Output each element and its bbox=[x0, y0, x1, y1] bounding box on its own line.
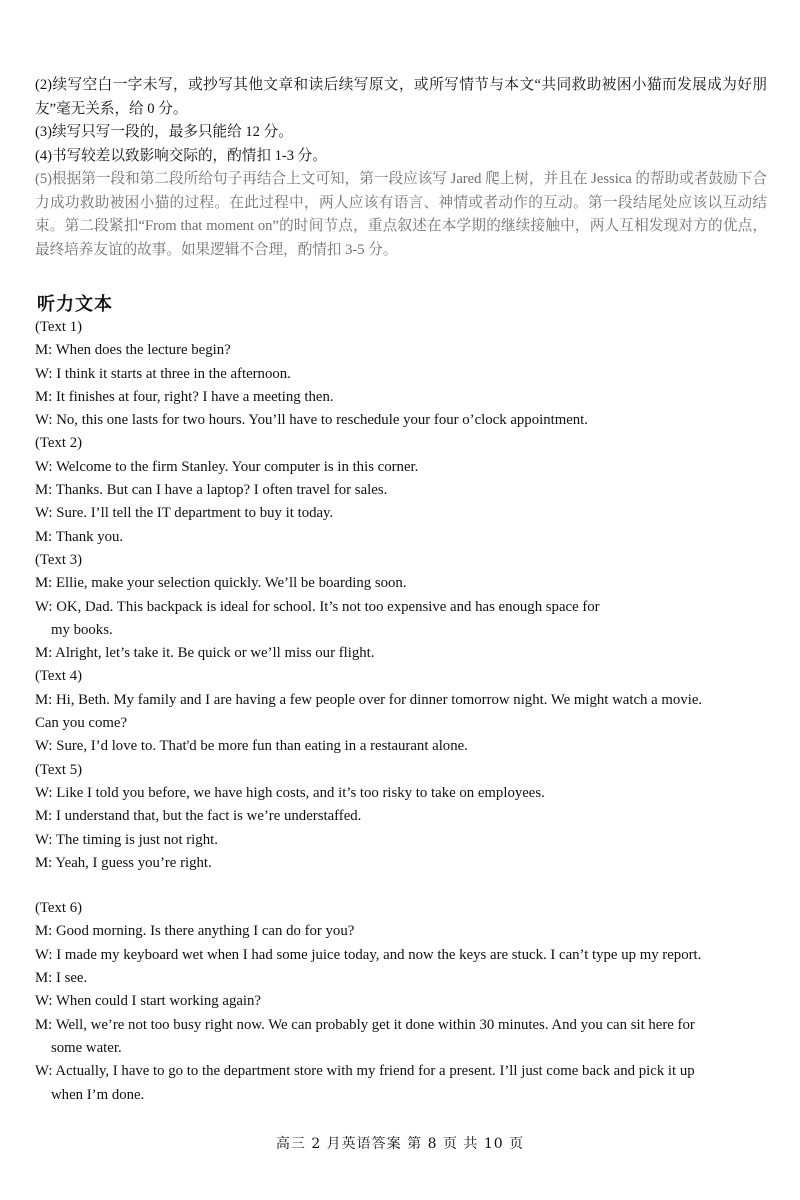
dialogue-line: M: I see. bbox=[35, 970, 88, 987]
rubric-item: (2)续写空白一字未写，或抄写其他文章和读后续写原文，或所写情节与本文“共同救助被困小猫而发展成为好朋友”毫无关系，给 0 分。 bbox=[35, 77, 767, 117]
rubric-item: (4)书写较差以致影响交际的，酌情扣 1-3 分。 bbox=[35, 147, 327, 164]
text-label: (Text 2) bbox=[35, 435, 83, 452]
dialogue-line: W: Sure. I’ll tell the IT department to buy it today. bbox=[35, 505, 334, 522]
dialogue-line: W: No, this one lasts for two hours. You’ll have to reschedule your four o’clock appointment. bbox=[35, 412, 588, 429]
text-label: (Text 6) bbox=[35, 900, 83, 917]
dialogue-line: when I’m done. bbox=[51, 1086, 145, 1103]
dialogue-line: M: Hi, Beth. My family and I are having a few people over for dinner tomorrow night. We might watch a movie. bbox=[35, 691, 703, 708]
dialogue-line: M: It finishes at four, right? I have a meeting then. bbox=[35, 388, 334, 405]
dialogue-line: M: Thank you. bbox=[35, 528, 124, 545]
scoring-rubric bbox=[35, 74, 767, 262]
section-heading: 听力文本 bbox=[37, 294, 113, 315]
dialogue-line: W: I think it starts at three in the afternoon. bbox=[35, 365, 291, 382]
dialogue-line: M: Well, we’re not too busy right now. We can probably get it done within 30 minutes. And you can sit here for bbox=[35, 1016, 695, 1033]
dialogue-line: M: Ellie, make your selection quickly. We’ll be boarding soon. bbox=[35, 575, 407, 592]
text-label: (Text 4) bbox=[35, 668, 83, 685]
dialogue-line: M: When does the lecture begin? bbox=[35, 342, 231, 359]
dialogue-line: Can you come? bbox=[35, 715, 128, 732]
dialogue-line: W: Welcome to the firm Stanley. Your computer is in this corner. bbox=[35, 458, 419, 475]
text-label: (Text 1) bbox=[35, 319, 83, 335]
section-gap bbox=[35, 875, 770, 897]
dialogue-line: M: I understand that, but the fact is we’re understaffed. bbox=[35, 808, 362, 825]
dialogue-line: W: Like I told you before, we have high costs, and it’s too risky to take on employees. bbox=[35, 784, 545, 801]
dialogue-line: M: Alright, let’s take it. Be quick or we’ll miss our flight. bbox=[35, 645, 375, 662]
dialogue-line: W: OK, Dad. This backpack is ideal for school. It’s not too expensive and has enough space for bbox=[35, 598, 600, 615]
dialogue-line: M: Good morning. Is there anything I can do for you? bbox=[35, 923, 355, 940]
page-footer: 高三 2 月英语答案 第 8 页 共 10 页 bbox=[275, 1136, 525, 1152]
listening-transcript bbox=[35, 316, 770, 1107]
dialogue-line: M: Yeah, I guess you’re right. bbox=[35, 854, 212, 871]
dialogue-line: my books. bbox=[51, 621, 113, 638]
rubric-item: (3)续写只写一段的，最多只能给 12 分。 bbox=[35, 124, 293, 140]
dialogue-line: some water. bbox=[51, 1039, 122, 1056]
dialogue-line: W: Actually, I have to go to the department store with my friend for a present. I’ll just come back and pick it up bbox=[35, 1063, 695, 1080]
dialogue-line: M: Thanks. But can I have a laptop? I often travel for sales. bbox=[35, 482, 388, 499]
dialogue-line: W: When could I start working again? bbox=[35, 993, 261, 1010]
dialogue-line: W: Sure, I’d love to. That'd be more fun than eating in a restaurant alone. bbox=[35, 738, 468, 755]
text-label: (Text 3) bbox=[35, 551, 83, 568]
dialogue-line: W: The timing is just not right. bbox=[35, 831, 218, 848]
rubric-item: (5)根据第一段和第二段所给句子再结合上文可知，第一段应该写 Jared 爬上树，并且在 Jessica 的帮助或者鼓励下合力成功救助被困小猫的过程。在此过程中，两人应该有语言、神情或者动作的互动。第一段结尾处应该以互动结束。第二段紧扣“From that moment on”的时间节点，重点叙述在本学期的继续接触中，两人互相发现对方的优点，最终培养友谊的故事。如果逻辑不合理，酌情扣 3-5 分。 bbox=[35, 171, 767, 258]
dialogue-line: W: I made my keyboard wet when I had some juice today, and now the keys are stuck. I can’t type up my report. bbox=[35, 946, 702, 963]
text-label: (Text 5) bbox=[35, 761, 83, 778]
